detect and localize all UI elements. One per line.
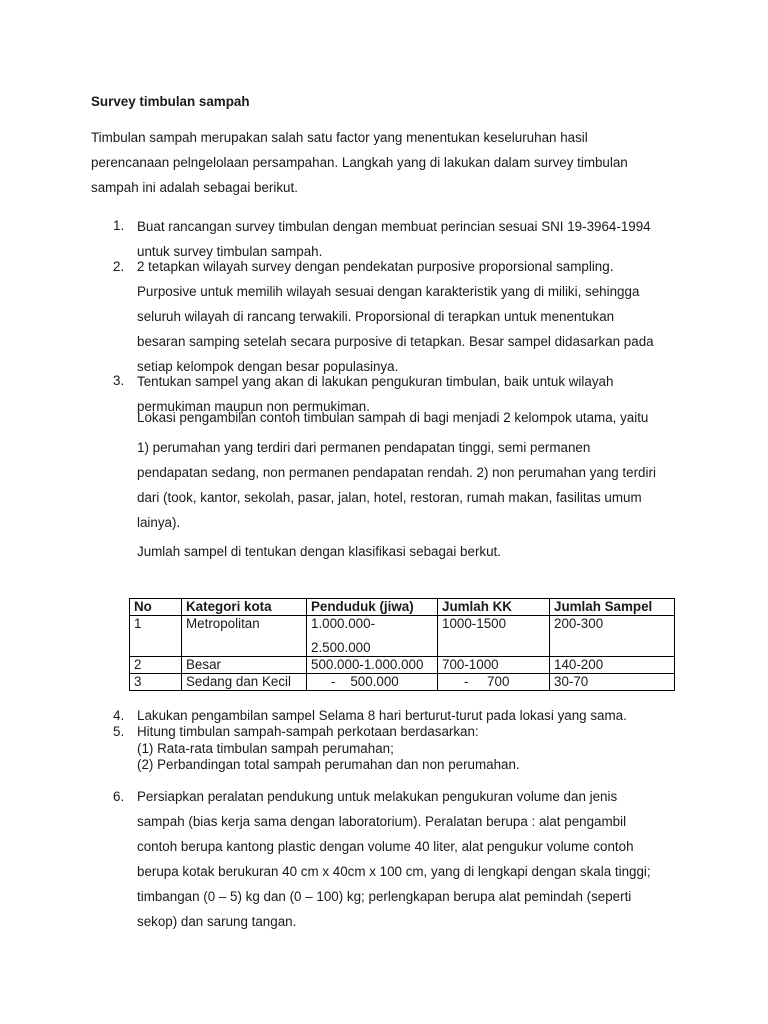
sub-item-number: (1): [137, 741, 154, 756]
text-line: berupa kotak berukuran 40 cm x 40cm x 100 cm, yang di lengkapi dengan skala tinggi;: [137, 864, 651, 879]
sub-item-text: Rata-rata timbulan sampah perumahan;: [157, 741, 394, 756]
table-cell: 1: [130, 616, 182, 657]
list-item-number: 2.: [113, 259, 125, 274]
list-item-number: 6.: [113, 789, 125, 804]
text-line: Persiapkan peralatan pendukung untuk melakukan pengukuran volume dan jenis: [137, 789, 618, 804]
table-row: [130, 616, 675, 657]
table-cell: 200-300: [550, 616, 675, 657]
table-header-row: [130, 599, 675, 616]
table-header: Jumlah KK: [438, 599, 550, 616]
text-line: contoh berupa kantong plastic dengan volume 40 liter, alat pengukur volume contoh: [137, 839, 634, 854]
list-item-text: Lakukan pengambilan sampel Selama 8 hari berturut-turut pada lokasi yang sama.: [137, 708, 627, 723]
sub-item-text: Perbandingan total sampah perumahan dan non perumahan.: [157, 757, 520, 772]
table-cell: Sedang dan Kecil: [182, 674, 307, 691]
list-item-number: 4.: [113, 708, 125, 723]
sub-item-number: (2): [137, 757, 154, 772]
table-cell: 140-200: [550, 657, 675, 674]
text-line: lainya).: [137, 515, 181, 530]
table-header: Kategori kota: [182, 599, 307, 616]
list-item-text: [137, 784, 651, 934]
sub-item: [137, 741, 394, 757]
table-intro-note: Jumlah sampel di tentukan dengan klasifikasi sebagai berkut.: [137, 544, 501, 559]
table-header: No: [130, 599, 182, 616]
intro-line: Timbulan sampah merupakan salah satu factor yang menentukan keseluruhan hasil: [91, 130, 588, 145]
table-cell-line: 2.500.000: [311, 640, 371, 655]
table-cell: Besar: [182, 657, 307, 674]
text-line: 2 tetapkan wilayah survey dengan pendekatan purposive proporsional sampling.: [137, 259, 614, 274]
intro-line: sampah ini adalah sebagai berikut.: [91, 180, 298, 195]
text-line: permukiman maupun non permukiman.: [137, 399, 370, 414]
text-line: 1) perumahan yang terdiri dari permanen pendapatan tinggi, semi permanen: [137, 440, 591, 455]
table-header: Jumlah Sampel: [550, 599, 675, 616]
table-cell: - 500.000: [307, 674, 438, 691]
table-cell: 700-1000: [438, 657, 550, 674]
table-row: [130, 674, 675, 691]
text-line: setiap kelompok dengan besar populasinya.: [137, 359, 399, 374]
table-cell: 3: [130, 674, 182, 691]
text-line: sekop) dan sarung tangan.: [137, 914, 297, 929]
text-line: Lokasi pengambilan contoh timbulan sampah di bagi menjadi 2 kelompok utama, yaitu: [137, 410, 649, 425]
sample-table: [129, 598, 675, 691]
text-line: besaran samping setelah secara purposive di tetapkan. Besar sampel didasarkan pada: [137, 334, 654, 349]
table-cell: 1000-1500: [438, 616, 550, 657]
text-line: untuk survey timbulan sampah.: [137, 244, 323, 259]
intro-line: perencanaan pelngelolaan persampahan. Langkah yang di lakukan dalam survey timbulan: [91, 155, 628, 170]
list-item-extra: [137, 410, 656, 535]
text-line: timbangan (0 – 5) kg dan (0 – 100) kg; perlengkapan berupa alat pemindah (seperti: [137, 889, 632, 904]
text-line: Purposive untuk memilih wilayah sesuai dengan karakteristik yang di miliki, sehingga: [137, 284, 640, 299]
list-item-number: 5.: [113, 724, 125, 739]
table-cell-line: 1.000.000-: [311, 616, 376, 631]
text-line: pendapatan sedang, non permanen pendapatan rendah. 2) non perumahan yang terdiri: [137, 465, 656, 480]
text-line: dari (took, kantor, sekolah, pasar, jalan, hotel, restoran, rumah makan, fasilitas umum: [137, 490, 642, 505]
list-item-text: [137, 254, 654, 379]
list-item-number: 3.: [113, 373, 125, 388]
table-cell: Metropolitan: [182, 616, 307, 657]
text-line: Buat rancangan survey timbulan dengan membuat perincian sesuai SNI 19-3964-1994: [137, 219, 651, 234]
table-cell: 30-70: [550, 674, 675, 691]
table-header: Penduduk (jiwa): [307, 599, 438, 616]
intro-paragraph: [91, 125, 691, 200]
text-line: Tentukan sampel yang akan di lakukan pengukuran timbulan, baik untuk wilayah: [137, 374, 614, 389]
list-item-number: 1.: [113, 218, 125, 233]
table-cell: - 700: [438, 674, 550, 691]
table-cell: 500.000-1.000.000: [307, 657, 438, 674]
table-cell: [307, 616, 438, 657]
text-line: sampah (bias kerja sama dengan laboratorium). Peralatan berupa : alat pengambil: [137, 814, 627, 829]
table-cell: 2: [130, 657, 182, 674]
table-row: [130, 657, 675, 674]
text-line: seluruh wilayah di rancang terwakili. Proporsional di terapkan untuk menentukan: [137, 309, 615, 324]
sub-item: [137, 757, 520, 773]
list-item-text: Hitung timbulan sampah-sampah perkotaan berdasarkan:: [137, 724, 479, 739]
document-title: Survey timbulan sampah: [91, 94, 250, 109]
